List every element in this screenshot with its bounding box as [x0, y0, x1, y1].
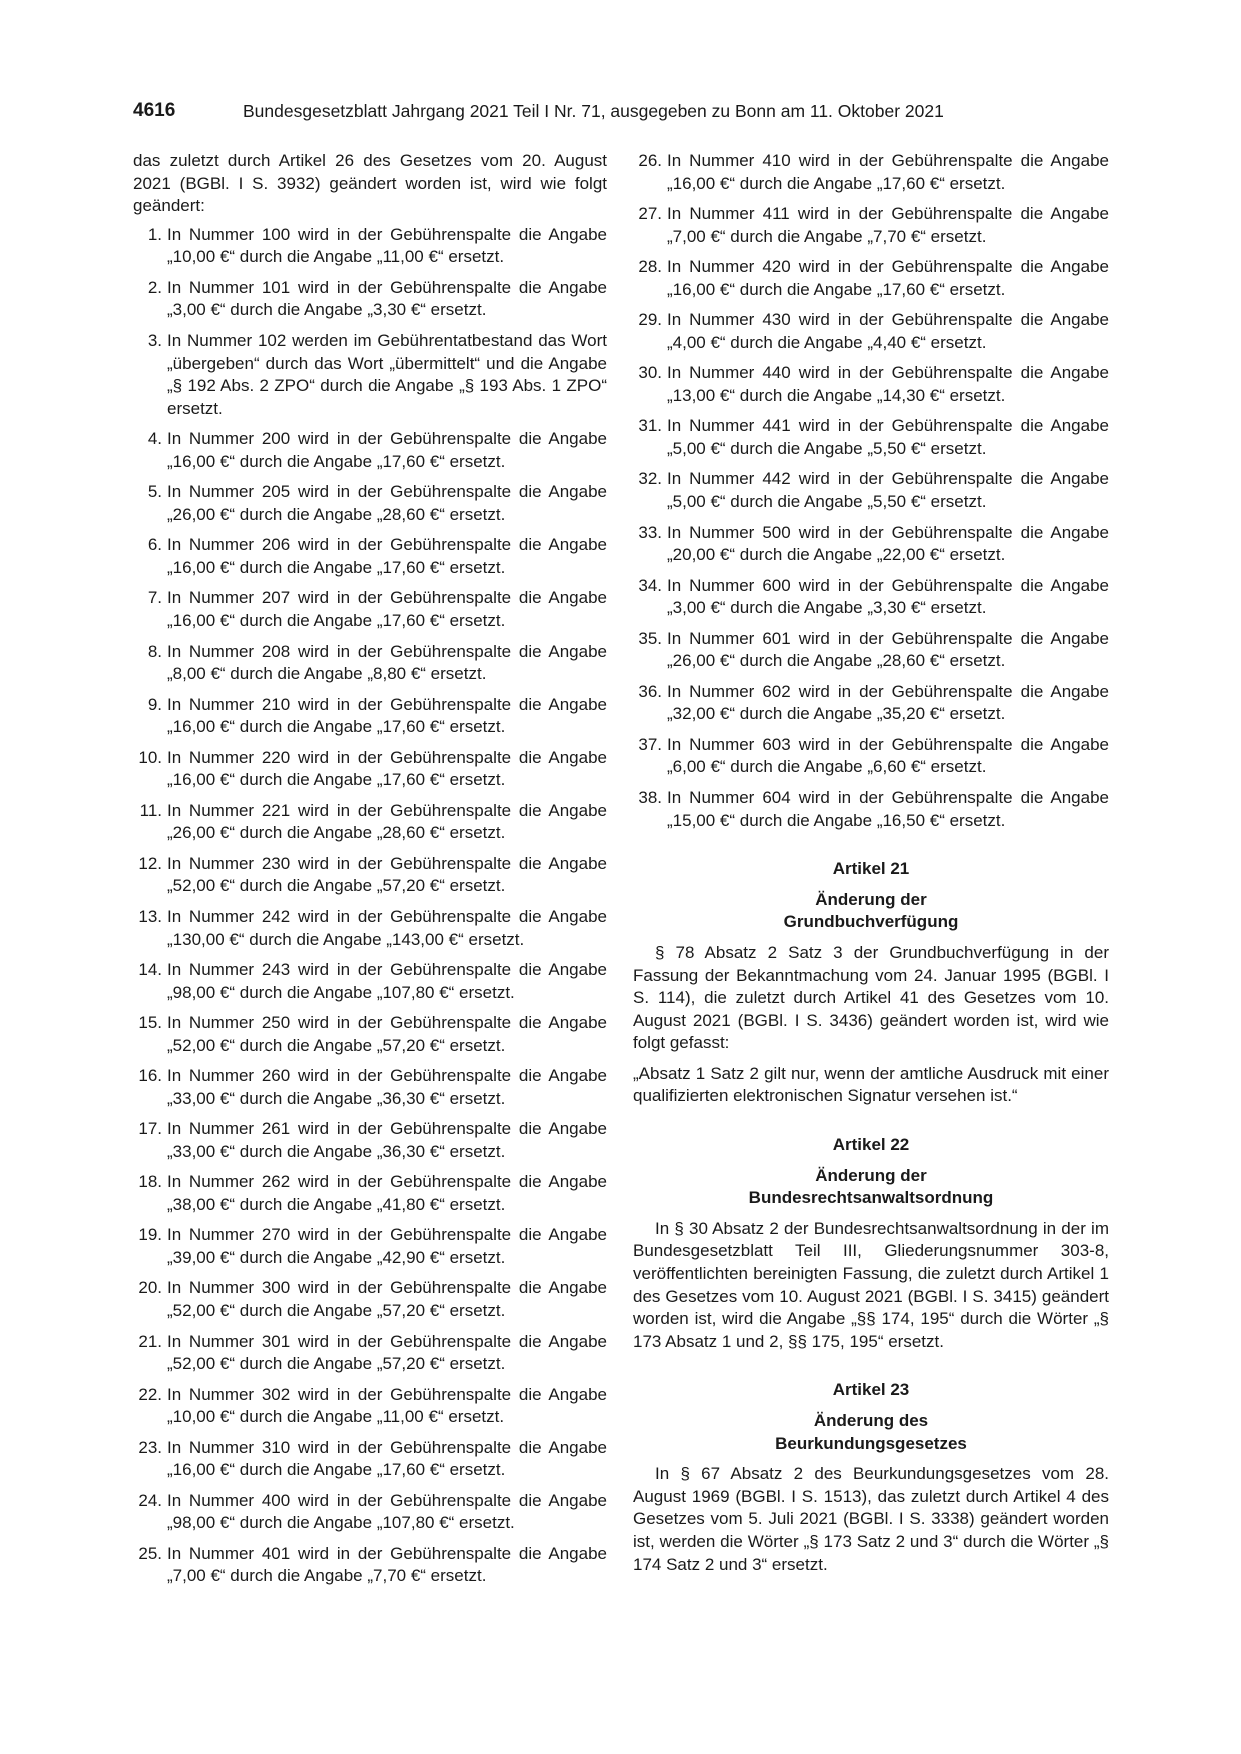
item-number: 38.: [638, 787, 662, 807]
item-number: 10.: [138, 747, 162, 767]
item-number: 29.: [638, 310, 662, 330]
list-item: [133, 277, 607, 322]
list-item: [133, 1012, 607, 1057]
article-21-subtitle-line1: Änderung der: [815, 889, 927, 909]
item-text: In Nummer 420 wird in der Gebührenspalte die Angabe „16,00 €“ durch die Angabe „17,60 €“ ersetzt.: [667, 257, 1109, 299]
article-21: [633, 858, 1109, 1108]
item-number: 8.: [147, 641, 162, 661]
item-number: 14.: [138, 959, 162, 979]
item-number: 33.: [638, 522, 662, 542]
item-number: 17.: [138, 1119, 162, 1139]
item-text: In Nummer 302 wird in der Gebührenspalte die Angabe „10,00 €“ durch die Angabe „11,00 €“ ersetzt.: [167, 1384, 607, 1427]
list-item: [633, 628, 1109, 673]
item-text: In Nummer 221 wird in der Gebührenspalte die Angabe „26,00 €“ durch die Angabe „28,60 €“ ersetzt.: [167, 800, 607, 843]
item-number: 31.: [638, 416, 662, 436]
list-item: [133, 481, 607, 526]
list-item: [133, 330, 607, 420]
item-number: 37.: [638, 734, 662, 754]
article-21-subtitle-line2: Grundbuchverfügung: [783, 912, 959, 932]
item-text: In Nummer 603 wird in der Gebührenspalte die Angabe „6,00 €“ durch die Angabe „6,60 €“ ersetzt.: [667, 734, 1109, 777]
item-text: In Nummer 300 wird in der Gebührenspalte die Angabe „52,00 €“ durch die Angabe „57,20 €“ ersetzt.: [167, 1278, 607, 1321]
list-item: [633, 522, 1109, 567]
item-text: In Nummer 442 wird in der Gebührenspalte die Angabe „5,00 €“ durch die Angabe „5,50 €“ ersetzt.: [667, 469, 1109, 512]
page-number: 4616: [133, 100, 176, 121]
list-item: [133, 224, 607, 269]
item-number: 22.: [138, 1384, 162, 1404]
item-number: 11.: [139, 800, 162, 820]
list-item: [133, 1437, 607, 1482]
item-number: 21.: [138, 1331, 162, 1351]
item-text: In Nummer 243 wird in der Gebührenspalte die Angabe „98,00 €“ durch die Angabe „107,80 €“ ersetzt.: [167, 959, 607, 1002]
item-text: In Nummer 270 wird in der Gebührenspalte die Angabe „39,00 €“ durch die Angabe „42,90 €“ ersetzt.: [167, 1225, 607, 1267]
list-item: [633, 256, 1109, 301]
list-item: [633, 734, 1109, 779]
item-text: In Nummer 260 wird in der Gebührenspalte die Angabe „33,00 €“ durch die Angabe „36,30 €“ ersetzt.: [167, 1066, 607, 1108]
list-item: [633, 415, 1109, 460]
item-text: In Nummer 101 wird in der Gebührenspalte die Angabe „3,00 €“ durch die Angabe „3,30 €“ ersetzt.: [167, 277, 607, 320]
item-number: 18.: [138, 1172, 162, 1192]
article-23-subtitle-line2: Beurkundungsgesetzes: [775, 1433, 967, 1453]
amendment-list-right: [633, 150, 1109, 832]
list-item: [633, 150, 1109, 195]
item-number: 26.: [638, 151, 662, 170]
list-item: [633, 787, 1109, 832]
item-number: 20.: [138, 1278, 162, 1298]
item-text: In Nummer 440 wird in der Gebührenspalte die Angabe „13,00 €“ durch die Angabe „14,30 €“ ersetzt.: [667, 363, 1109, 405]
item-text: In Nummer 310 wird in der Gebührenspalte die Angabe „16,00 €“ durch die Angabe „17,60 €“ ersetzt.: [167, 1437, 607, 1480]
item-text: In Nummer 220 wird in der Gebührenspalte die Angabe „16,00 €“ durch die Angabe „17,60 €“ ersetzt.: [167, 747, 607, 790]
item-number: 13.: [138, 906, 162, 926]
item-number: 6.: [147, 535, 162, 555]
article-22-title: Artikel 22: [832, 1135, 910, 1155]
intro-paragraph: das zuletzt durch Artikel 26 des Gesetzes vom 20. August 2021 (BGBl. I S. 3932) geändert worden ist, wird wie folgt geändert:: [133, 151, 607, 216]
list-item: [133, 853, 607, 898]
article-22-subtitle-line2: Bundesrechtsanwaltsordnung: [748, 1188, 994, 1208]
item-number: 2.: [147, 277, 162, 297]
item-number: 34.: [638, 575, 662, 595]
item-text: In Nummer 262 wird in der Gebührenspalte die Angabe „38,00 €“ durch die Angabe „41,80 €“ ersetzt.: [167, 1172, 607, 1214]
article-23-subtitle: [633, 1410, 1109, 1455]
list-item: [133, 1171, 607, 1216]
article-23: [633, 1379, 1109, 1576]
list-item: [633, 468, 1109, 513]
item-text: In Nummer 200 wird in der Gebührenspalte die Angabe „16,00 €“ durch die Angabe „17,60 €“ ersetzt.: [167, 429, 607, 471]
item-number: 1.: [147, 224, 162, 244]
item-number: 19.: [138, 1225, 162, 1245]
item-text: In Nummer 261 wird in der Gebührenspalte die Angabe „33,00 €“ durch die Angabe „36,30 €“ ersetzt.: [167, 1119, 607, 1161]
item-text: In Nummer 411 wird in der Gebührenspalte die Angabe „7,00 €“ durch die Angabe „7,70 €“ ersetzt.: [667, 204, 1109, 246]
list-item: [133, 587, 607, 632]
item-text: In Nummer 604 wird in der Gebührenspalte die Angabe „15,00 €“ durch die Angabe „16,50 €“ ersetzt.: [667, 787, 1109, 830]
article-23-subtitle-line1: Änderung des: [813, 1411, 929, 1430]
list-item: [133, 747, 607, 792]
item-number: 23.: [138, 1437, 162, 1457]
article-23-paragraph-1: In § 67 Absatz 2 des Beurkundungsgesetzes vom 28. August 1969 (BGBl. I S. 1513), das zuletzt durch Artikel 4 des Gesetzes vom 5. Juli 2021 (BGBl. I S. 3338) geändert worden ist, werden die Wörter „§ 173 Satz 2 und 3“ durch die Wörter „§ 174 Satz 2 und 3“ ersetzt.: [633, 1464, 1109, 1574]
article-22: [633, 1134, 1109, 1353]
list-item: [133, 906, 607, 951]
item-number: 3.: [147, 330, 162, 350]
amendment-list-left: [133, 224, 607, 1588]
item-number: 25.: [138, 1543, 162, 1563]
article-22-subtitle: [633, 1165, 1109, 1210]
item-number: 30.: [638, 363, 662, 383]
item-text: In Nummer 600 wird in der Gebührenspalte die Angabe „3,00 €“ durch die Angabe „3,30 €“ ersetzt.: [667, 575, 1109, 618]
item-text: In Nummer 242 wird in der Gebührenspalte die Angabe „130,00 €“ durch die Angabe „143,00 €“ ersetzt.: [167, 906, 607, 949]
list-item: [633, 362, 1109, 407]
article-21-title: Artikel 21: [832, 859, 910, 879]
article-21-paragraph-2: „Absatz 1 Satz 2 gilt nur, wenn der amtliche Ausdruck mit einer qualifizierten elektronischen Signatur versehen ist.“: [633, 1063, 1109, 1106]
list-item: [133, 1224, 607, 1269]
item-text: In Nummer 100 wird in der Gebührenspalte die Angabe „10,00 €“ durch die Angabe „11,00 €“ ersetzt.: [167, 224, 607, 267]
item-number: 28.: [638, 257, 662, 277]
item-number: 32.: [638, 469, 662, 489]
article-21-paragraph-1: § 78 Absatz 2 Satz 3 der Grundbuchverfügung in der Fassung der Bekanntmachung vom 24. Januar 1995 (BGBl. I S. 114), die zuletzt durch Artikel 41 des Gesetzes vom 10. August 2021 (BGBl. I S. 3436) geändert worden ist, wird wie folgt gefasst:: [633, 942, 1109, 1053]
item-number: 27.: [638, 204, 662, 224]
list-item: [133, 641, 607, 686]
item-text: In Nummer 102 werden im Gebührentatbestand das Wort „übergeben“ durch das Wort „übermittelt“ und die Angabe „§ 192 Abs. 2 ZPO“ durch die Angabe „§ 193 Abs. 1 ZPO“ ersetzt.: [167, 330, 607, 418]
article-23-title: Artikel 23: [832, 1380, 910, 1400]
item-number: 24.: [138, 1490, 162, 1510]
article-21-subtitle: [633, 889, 1109, 934]
article-22-subtitle-line1: Änderung der: [815, 1165, 927, 1185]
item-text: In Nummer 602 wird in der Gebührenspalte die Angabe „32,00 €“ durch die Angabe „35,20 €“ ersetzt.: [667, 681, 1109, 724]
list-item: [133, 1384, 607, 1429]
list-item: [633, 203, 1109, 248]
item-number: 4.: [147, 429, 162, 449]
item-text: In Nummer 441 wird in der Gebührenspalte die Angabe „5,00 €“ durch die Angabe „5,50 €“ ersetzt.: [667, 416, 1109, 458]
item-number: 9.: [147, 694, 162, 714]
item-number: 36.: [638, 681, 662, 701]
article-22-paragraph-1: In § 30 Absatz 2 der Bundesrechtsanwaltsordnung in der im Bundesgesetzblatt Teil III, Gliederungsnummer 303-8, veröffentlichten bereinigten Fassung, die zuletzt durch Artikel 1 des Gesetzes vom 10. August 2021 (BGBl. I S. 3415) geändert worden ist, wird die Angabe „§§ 174, 195“ durch die Wörter „§ 173 Absatz 1 und 2, §§ 175, 195“ ersetzt.: [633, 1218, 1109, 1351]
item-text: In Nummer 500 wird in der Gebührenspalte die Angabe „20,00 €“ durch die Angabe „22,00 €“ ersetzt.: [667, 522, 1109, 565]
list-item: [133, 1543, 607, 1588]
item-text: In Nummer 208 wird in der Gebührenspalte die Angabe „8,00 €“ durch die Angabe „8,80 €“ ersetzt.: [167, 641, 607, 684]
left-column: [133, 150, 607, 1596]
list-item: [133, 1331, 607, 1376]
item-number: 35.: [638, 628, 662, 648]
item-text: In Nummer 230 wird in der Gebührenspalte die Angabe „52,00 €“ durch die Angabe „57,20 €“ ersetzt.: [167, 853, 607, 896]
running-head: Bundesgesetzblatt Jahrgang 2021 Teil I Nr. 71, ausgegeben zu Bonn am 11. Oktober 2021: [243, 101, 944, 121]
item-text: In Nummer 207 wird in der Gebührenspalte die Angabe „16,00 €“ durch die Angabe „17,60 €“ ersetzt.: [167, 588, 607, 631]
item-text: In Nummer 210 wird in der Gebührenspalte die Angabe „16,00 €“ durch die Angabe „17,60 €“ ersetzt.: [167, 694, 607, 737]
page-header: [133, 100, 1111, 124]
list-item: [633, 681, 1109, 726]
item-text: In Nummer 400 wird in der Gebührenspalte die Angabe „98,00 €“ durch die Angabe „107,80 €“ ersetzt.: [167, 1490, 607, 1533]
list-item: [633, 309, 1109, 354]
item-number: 15.: [138, 1013, 162, 1033]
list-item: [133, 428, 607, 473]
item-text: In Nummer 601 wird in der Gebührenspalte die Angabe „26,00 €“ durch die Angabe „28,60 €“ ersetzt.: [667, 628, 1109, 671]
list-item: [133, 959, 607, 1004]
list-item: [133, 694, 607, 739]
item-number: 12.: [138, 853, 162, 873]
list-item: [133, 1065, 607, 1110]
list-item: [633, 575, 1109, 620]
item-text: In Nummer 250 wird in der Gebührenspalte die Angabe „52,00 €“ durch die Angabe „57,20 €“ ersetzt.: [167, 1013, 607, 1055]
item-text: In Nummer 301 wird in der Gebührenspalte die Angabe „52,00 €“ durch die Angabe „57,20 €“ ersetzt.: [167, 1331, 607, 1374]
item-number: 7.: [147, 588, 162, 608]
item-text: In Nummer 206 wird in der Gebührenspalte die Angabe „16,00 €“ durch die Angabe „17,60 €“ ersetzt.: [167, 535, 607, 577]
item-number: 16.: [138, 1066, 162, 1086]
list-item: [133, 1277, 607, 1322]
list-item: [133, 1118, 607, 1163]
list-item: [133, 534, 607, 579]
right-column: [633, 150, 1109, 1576]
list-item: [133, 800, 607, 845]
item-text: In Nummer 205 wird in der Gebührenspalte die Angabe „26,00 €“ durch die Angabe „28,60 €“ ersetzt.: [167, 482, 607, 524]
item-number: 5.: [147, 482, 162, 502]
item-text: In Nummer 430 wird in der Gebührenspalte die Angabe „4,00 €“ durch die Angabe „4,40 €“ ersetzt.: [667, 310, 1109, 352]
item-text: In Nummer 410 wird in der Gebührenspalte die Angabe „16,00 €“ durch die Angabe „17,60 €“ ersetzt.: [667, 151, 1109, 193]
list-item: [133, 1490, 607, 1535]
item-text: In Nummer 401 wird in der Gebührenspalte die Angabe „7,00 €“ durch die Angabe „7,70 €“ ersetzt.: [167, 1543, 607, 1586]
